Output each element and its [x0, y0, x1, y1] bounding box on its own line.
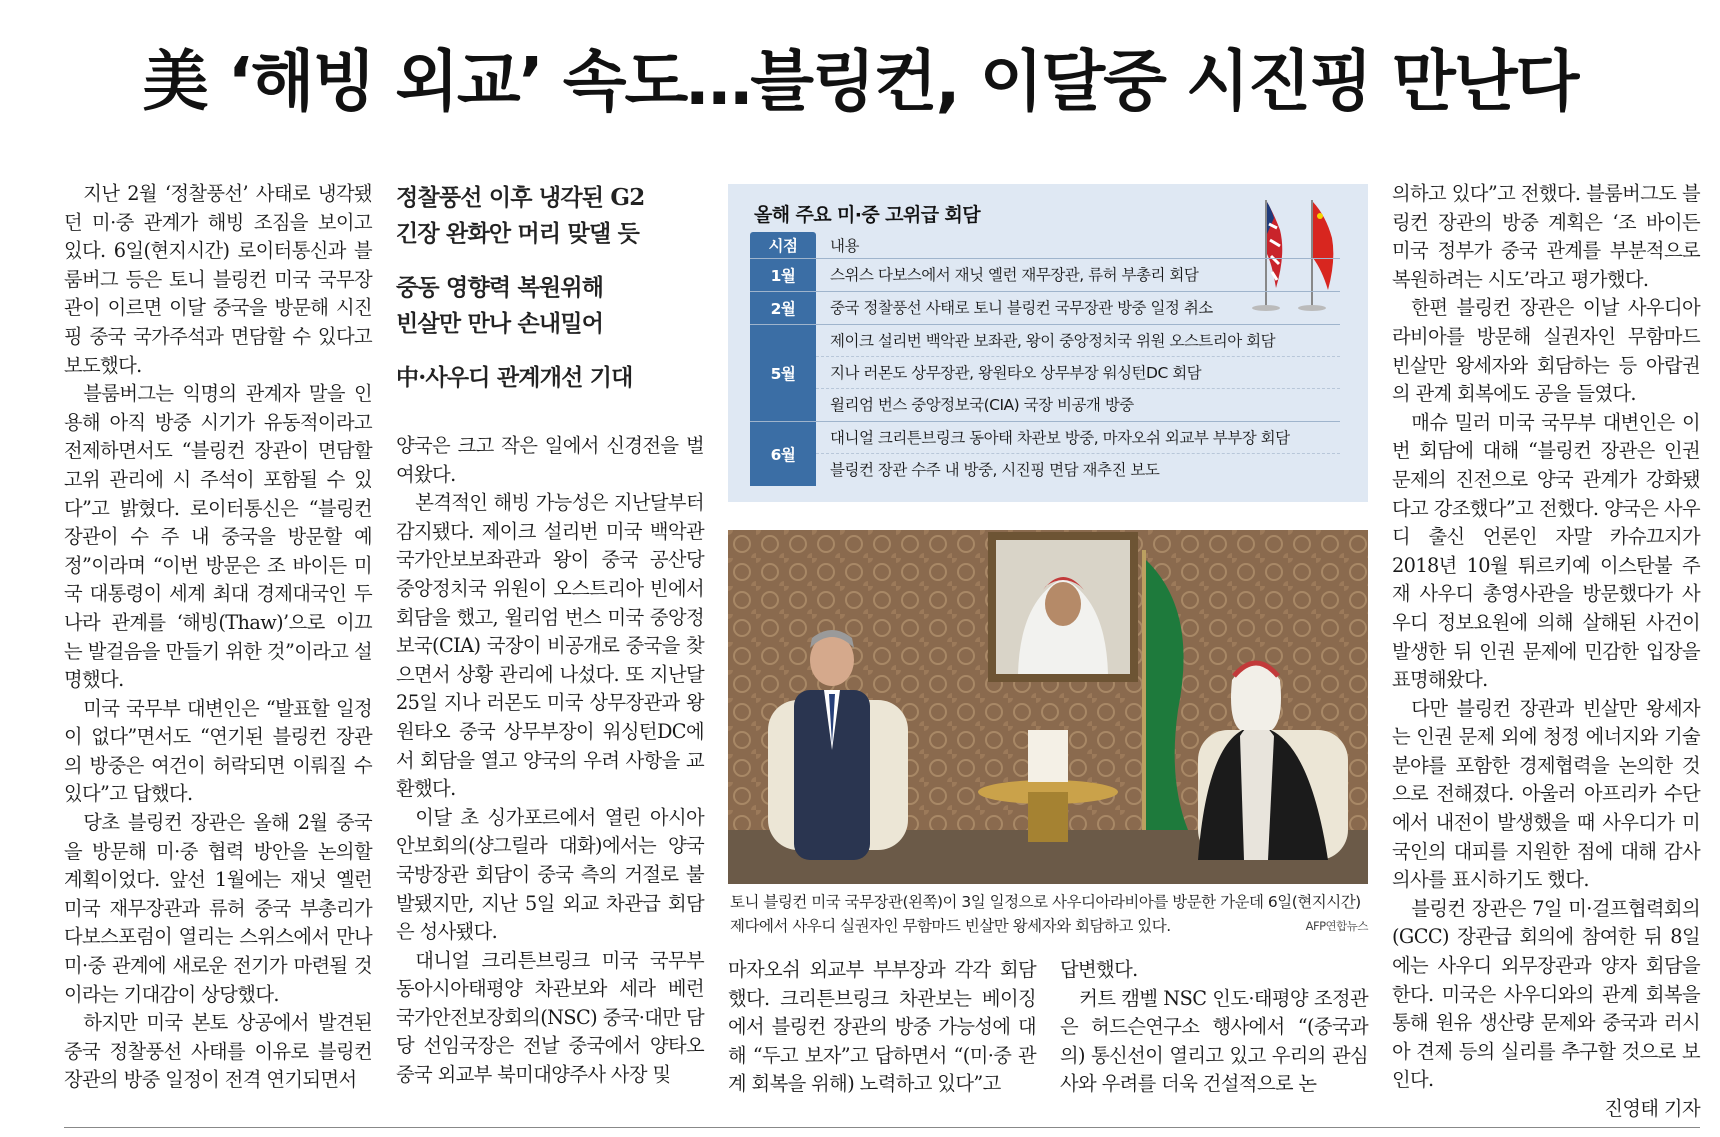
- paragraph: 블링컨 장관은 7일 미·걸프협력회의(GCC) 장관급 회의에 참여한 뒤 8일에는 사우디 외무장관과 양자 회담을 한다. 미국은 사우디와의 관계 회복을 통해 원유 생산량 문제와 중국과 러시아 견제 등의 실리를 추구할 것으로 보인다.: [1392, 896, 1700, 1092]
- bottom-divider: [64, 1127, 1700, 1128]
- paragraph: 본격적인 해빙 가능성은 지난달부터 감지됐다. 제이크 설리번 미국 백악관 국가안보보좌관과 왕이 중국 공산당 중앙정치국 위원이 오스트리아 빈에서 회담을 했고, 윌리엄 번스 미국 중앙정보국(CIA) 국장이 비공개로 중국을 찾으면서 상황 관리에 나섰다. 또 지난달 25일 지나 러몬도 미국 상무장관과 왕원타오 중국 상무부장이 워싱턴DC에서 회담을 열고 양국의 우려 사항을 교환했다.: [396, 491, 704, 801]
- table-row: [750, 421, 1340, 486]
- subhead-group-2: [396, 270, 704, 342]
- paragraph: 마자오쉬 외교부 부부장과 각각 회담했다. 크리튼브링크 차관보는 베이징에서 블링컨 장관의 방중 가능성에 대해 “두고 보자”고 답하면서 “(미·중 관계 회복을 위해) 노력하고 있다”고: [728, 958, 1036, 1096]
- row-month: 2월: [750, 292, 816, 324]
- row-item: 제이크 설리번 백악관 보좌관, 왕이 중앙정치국 위원 오스트리아 회담: [816, 325, 1340, 357]
- table-row: [750, 324, 1340, 421]
- headline: 美 ‘해빙 외교’ 속도…블링컨, 이달중 시진핑 만난다: [142, 43, 1578, 120]
- paragraph: 매슈 밀러 미국 국무부 대변인은 이번 회담에 대해 “블링컨 장관은 인권 문제의 진전으로 양국 관계가 강화됐다고 강조했다”고 전했다. 양국은 사우디 출신 언론인 자말 카슈끄지가 2018년 10월 튀르키예 이스탄불 주재 사우디 총영사관을 방문했다가 사우디 정보요원에 의해 살해된 사건이 발생한 뒤 인권 문제에 민감한 입장을 표명해왔다.: [1392, 410, 1700, 692]
- article-column-3: [728, 956, 1036, 1099]
- paragraph: 대니얼 크리튼브링크 미국 국무부 동아시아태평양 차관보와 세라 베런 국가안전보장회의(NSC) 중국·대만 담당 선임국장은 전날 중국에서 양타오 중국 외교부 북미대양주사 사장 및: [396, 948, 704, 1087]
- paragraph: 의하고 있다”고 전했다. 블룸버그도 블링컨 장관의 방중 계획은 ‘조 바이든 미국 정부가 중국 관계를 부분적으로 복원하려는 시도’라고 평가했다.: [1392, 182, 1700, 291]
- paragraph: 양국은 크고 작은 일에서 신경전을 벌여왔다.: [396, 434, 704, 486]
- article-column-1: [64, 180, 372, 1095]
- row-month: 5월: [750, 325, 816, 421]
- article-column-5: [1392, 180, 1700, 1124]
- paragraph: 당초 블링컨 장관은 올해 2월 중국을 방문해 미·중 협력 방안을 논의할 계획이었다. 앞선 1월에는 재닛 옐런 미국 재무장관과 류허 중국 부총리가 다보스포럼이 열리는 스위스에서 만나 미·중 관계에 새로운 전기가 마련될 것이라는 기대감이 상당했다.: [64, 811, 372, 1006]
- paragraph: 커트 캠벨 NSC 인도·태평양 조정관은 허드슨연구소 행사에서 “(중국과의) 통신선이 열리고 있고 우리의 관심사와 우려를 더욱 건설적으로 논: [1060, 986, 1368, 1096]
- row-item: 스위스 다보스에서 재닛 옐런 재무장관, 류허 부총리 회담: [830, 266, 1199, 284]
- subhead-line: 정찰풍선 이후 냉각된 G2: [396, 184, 645, 211]
- article-column-2: [396, 432, 704, 1090]
- row-item: 중국 정찰풍선 사태로 토니 블링컨 국무장관 방중 일정 취소: [830, 299, 1213, 317]
- paragraph: 다만 블링컨 장관과 빈살만 왕세자는 인권 문제 외에 청정 에너지와 기술 분야를 포함한 경제협력을 논의한 것으로 전해졌다. 아울러 아프리카 수단에서 내전이 발생했을 때 사우디가 미국인의 대피를 지원한 점에 대해 감사 의사를 표시하기도 했다.: [1392, 696, 1700, 892]
- meeting-photo-image: [728, 530, 1368, 884]
- table-row: [750, 258, 1340, 291]
- infobox-title: 올해 주요 미·중 고위급 회담: [754, 204, 980, 226]
- paragraph: 이달 초 싱가포르에서 열린 아시아안보회의(샹그릴라 대화)에서는 양국 국방장관 회담이 중국 측의 거절로 불발됐지만, 지난 5일 외교 차관급 회담은 성사됐다.: [396, 805, 704, 944]
- table-row: [750, 291, 1340, 324]
- paragraph: 하지만 미국 본토 상공에서 발견된 중국 정찰풍선 사태를 이유로 블링컨 장관의 방중 일정이 전격 연기되면서: [64, 1011, 372, 1092]
- subheadlines: [396, 180, 704, 414]
- subhead-line: 긴장 완화안 머리 맞댈 듯: [396, 220, 640, 247]
- header-content: 내용: [830, 237, 859, 255]
- row-month: 6월: [750, 422, 816, 486]
- subhead-line: 中·사우디 관계개선 기대: [396, 364, 633, 391]
- subhead-line: 빈살만 만나 손내밀어: [396, 310, 604, 337]
- header-month: 시점: [750, 232, 816, 258]
- subhead-line: 중동 영향력 복원위해: [396, 274, 604, 301]
- paragraph: 미국 국무부 대변인은 “발표할 일정이 없다”면서도 “연기된 블링컨 장관의 방중은 여건이 허락되면 이뤄질 수 있다”고 답했다.: [64, 696, 372, 806]
- photo-caption: [730, 890, 1370, 938]
- summit-table: [750, 232, 1340, 486]
- article-column-4: [1060, 956, 1368, 1099]
- row-item: 지나 러몬도 상무장관, 왕원타오 상무부장 워싱턴DC 회담: [816, 357, 1340, 389]
- paragraph: 한편 블링컨 장관은 이날 사우디아라비아를 방문해 실권자인 무함마드 빈살만 왕세자와 회담하는 등 아랍권의 관계 회복에도 공을 들였다.: [1392, 296, 1700, 406]
- paragraph: 답변했다.: [1060, 958, 1138, 981]
- subhead-group-3: [396, 360, 704, 396]
- paragraph: 지난 2월 ‘정찰풍선’ 사태로 냉각됐던 미·중 관계가 해빙 조짐을 보이고 있다. 6일(현지시간) 로이터통신과 블룸버그 등은 토니 블링컨 미국 국무장관이 이르면 이달 중국을 방문해 시진핑 중국 국가주석과 면담할 수 있다고 보도했다.: [64, 182, 372, 377]
- caption-text: 토니 블링컨 미국 국무장관(왼쪽)이 3일 일정으로 사우디아라비아를 방문한 가운데 6일(현지시간) 제다에서 사우디 실권자인 무함마드 빈살만 왕세자와 회담하고 있다.: [730, 893, 1361, 935]
- subhead-group-1: [396, 180, 704, 252]
- paragraph: 블룸버그는 익명의 관계자 말을 인용해 아직 방중 시기가 유동적이라고 전제하면서도 “블링컨 장관이 면담할 고위 관리에 시 주석이 포함될 수 있다”고 밝혔다. 로이터통신은 “블링컨 장관이 수 주 내 중국을 방문할 예정”이라며 “이번 방문은 조 바이든 미국 대통령이 세계 최대 경제대국인 두 나라 관계를 ‘해빙(Thaw)’으로 이끄는 발걸음을 만들기 위한 것”이라고 설명했다.: [64, 382, 372, 692]
- row-month: 1월: [750, 259, 816, 291]
- photo-credit: AFP연합뉴스: [1305, 919, 1368, 933]
- byline: 진영태 기자: [1604, 1097, 1700, 1120]
- row-item: 윌리엄 번스 중앙정보국(CIA) 국장 비공개 방중: [830, 396, 1134, 414]
- table-header: [750, 232, 1340, 258]
- news-photo: [728, 530, 1368, 884]
- row-item: 대니얼 크리튼브링크 동아태 차관보 방중, 마자오쉬 외교부 부부장 회담: [816, 422, 1340, 454]
- summit-infobox: [728, 184, 1368, 502]
- row-item: 블링컨 장관 수주 내 방중, 시진핑 면담 재추진 보도: [830, 461, 1160, 479]
